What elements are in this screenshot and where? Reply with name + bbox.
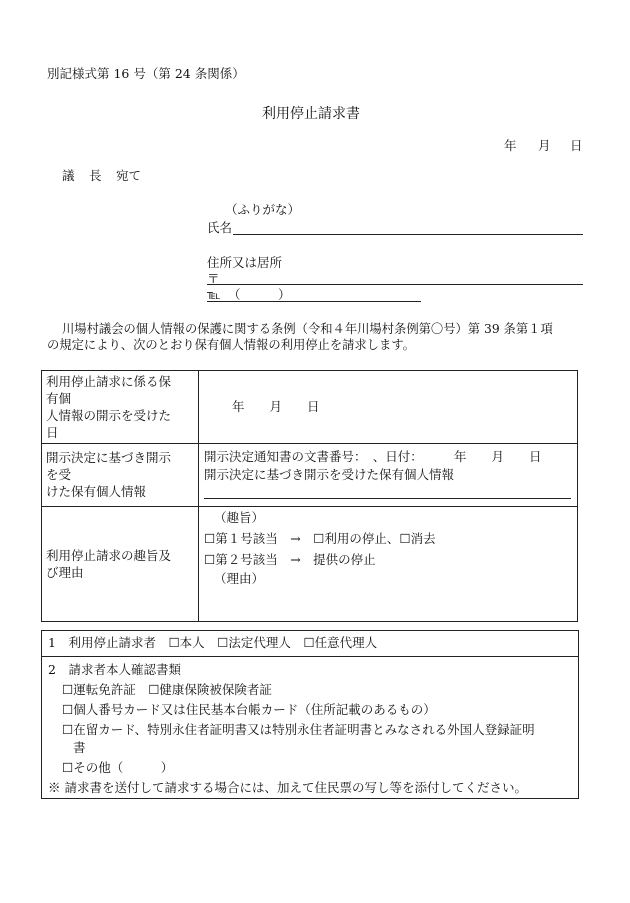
tel-parens: （ ） [228, 287, 291, 302]
row3-value-cell[interactable] [199, 507, 578, 622]
address-field-line[interactable] [207, 284, 583, 285]
id-doc-item[interactable]: ☐その他（ ） [62, 760, 174, 775]
option-article-2[interactable]: ☐第２号該当 → 提供の停止 [204, 552, 376, 567]
address-label: 住所又は居所 [207, 255, 283, 270]
row2-label-line: けた保有個人情報 [46, 484, 147, 499]
disclosure-date-value: 年 月 日 [232, 399, 320, 414]
disclosed-info-label: 開示決定に基づき開示を受けた保有個人情報 [204, 467, 455, 482]
disclosed-info-line[interactable] [204, 498, 571, 499]
addressee-suffix: 宛て [116, 168, 142, 183]
date-month: 月 [538, 138, 551, 153]
row2-label-line: を受 [46, 467, 72, 482]
id-documents-heading: 2 請求者本人確認書類 [48, 662, 181, 677]
option-article-1[interactable]: ☐第１号該当 → ☐利用の停止、☐消去 [204, 531, 436, 546]
name-label: 氏名 [207, 220, 233, 235]
intro-line-1: 川場村議会の個人情報の保護に関する条例（令和４年川場村条例第〇号）第 39 条第１項 [62, 322, 553, 336]
id-doc-item[interactable]: ☐在留カード、特別永住者証明書又は特別永住者証明書とみなされる外国人登録証明 [62, 722, 535, 737]
reason-heading: （理由） [214, 571, 265, 586]
requester-info-box [41, 630, 579, 799]
id-doc-item[interactable]: ☐運転免許証 ☐健康保険被保険者証 [62, 682, 272, 697]
tel-field-line[interactable] [207, 301, 421, 302]
row1-label-line: 人情報の開示を受けた [46, 408, 172, 423]
row1-label-line: 日 [46, 425, 59, 440]
box-separator [42, 656, 578, 657]
purpose-heading: （趣旨） [214, 510, 265, 525]
row3-label-line: 利用停止請求の趣旨及 [46, 548, 172, 563]
row3-label-cell [42, 507, 199, 622]
row1-label-cell [42, 371, 199, 444]
id-doc-item[interactable]: ☐個人番号カード又は住民基本台帳カード（住所記載のあるもの） [62, 702, 436, 717]
row1-label-line: 利用停止請求に係る保 [46, 374, 172, 389]
page-title: 利用停止請求書 [262, 106, 360, 122]
postal-mark: 〒 [207, 271, 220, 286]
addressee-title: 議 長 [62, 168, 103, 183]
request-table [41, 370, 578, 622]
row2-label-cell [42, 444, 199, 507]
row3-label-line: び理由 [46, 565, 84, 580]
intro-line-2: の規定により、次のとおり保有個人情報の利用停止を請求します。 [47, 338, 415, 352]
attachment-note: ※ 請求書を送付して請求する場合には、加えて住民票の写し等を添付してください。 [48, 780, 527, 795]
row2-value-cell[interactable] [199, 444, 578, 507]
name-field-line[interactable] [233, 234, 583, 235]
row1-value-cell[interactable] [199, 371, 578, 444]
row1-label-line: 有個 [46, 391, 72, 406]
date-year: 年 [504, 138, 517, 153]
requester-type-line[interactable]: 1 利用停止請求者 ☐本人 ☐法定代理人 ☐任意代理人 [48, 635, 378, 650]
tel-label: ℡ [207, 287, 221, 302]
furigana-label: （ふりがな） [225, 202, 301, 217]
date-day: 日 [570, 138, 583, 153]
notice-number-date: 開示決定通知書の文書番号： 、日付： 年 月 日 [204, 449, 542, 464]
id-doc-item-continued: 書 [73, 740, 86, 755]
form-number: 別記様式第 16 号（第 24 条関係） [47, 66, 245, 81]
row2-label-line: 開示決定に基づき開示 [46, 450, 172, 465]
